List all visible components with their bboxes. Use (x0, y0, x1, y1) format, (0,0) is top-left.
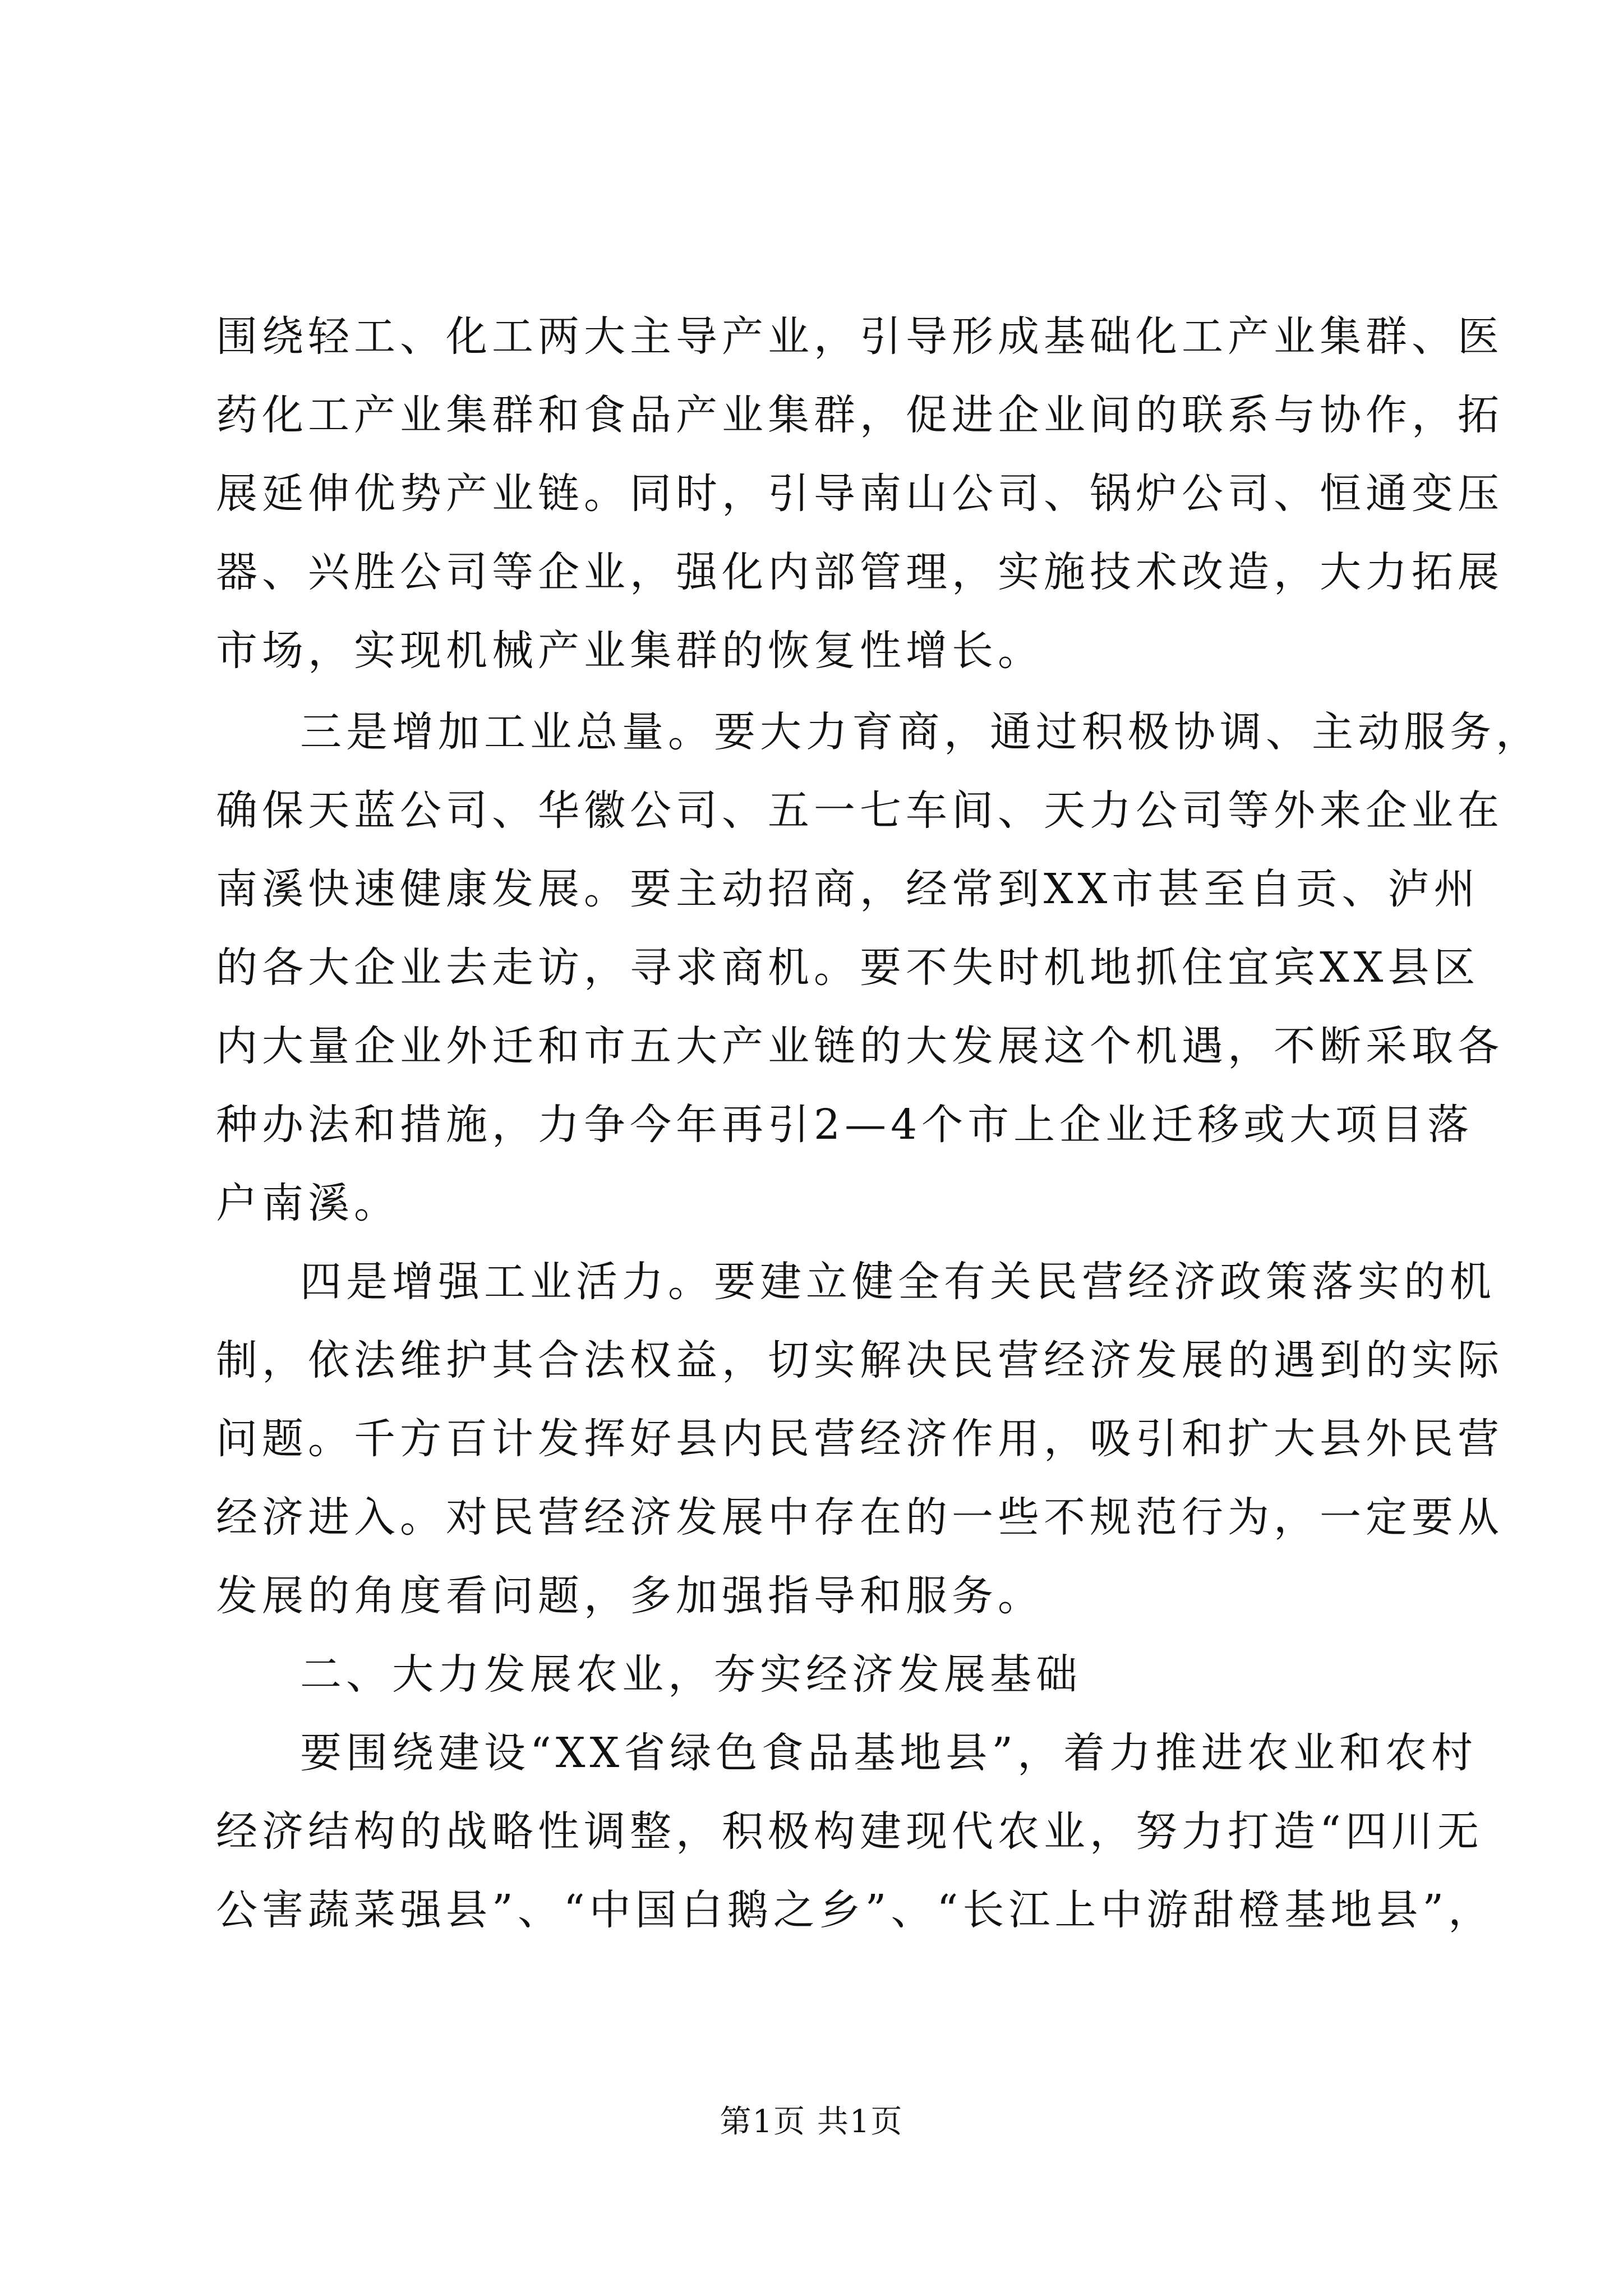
text-line: 四是增强工业活力。要建立健全有关民营经济政策落实的机 (300, 1258, 1496, 1306)
page-number-footer: 第1页 共1页 (720, 2104, 903, 2140)
text-line: 制，依法维护其合法权益，切实解决民营经济发展的遇到的实际 (216, 1336, 1504, 1384)
text-line: 的各大企业去走访，寻求商机。要不失时机地抓住宜宾XX县区 (216, 944, 1480, 992)
text-line: 确保天蓝公司、华徽公司、五一七车间、天力公司等外来企业在 (216, 786, 1504, 835)
text-line: 经济结构的战略性调整，积极构建现代农业，努力打造“四川无 (216, 1807, 1483, 1856)
section-heading: 二、大力发展农业，夯实经济发展基础 (300, 1650, 1082, 1699)
text-line: 药化工产业集群和食品产业集群，促进企业间的联系与协作，拓 (216, 391, 1504, 439)
text-line: 三是增加工业总量。要大力育商，通过积极协调、主动服务， (300, 708, 1542, 756)
text-line: 围绕轻工、化工两大主导产业，引导形成基础化工产业集群、医 (216, 312, 1504, 361)
text-line: 经济进入。对民营经济发展中存在的一些不规范行为，一定要从 (216, 1493, 1504, 1542)
text-line: 内大量企业外迁和市五大产业链的大发展这个机遇，不断采取各 (216, 1022, 1504, 1070)
text-line: 种办法和措施，力争今年再引2—4个市上企业迁移或大项目落 (216, 1101, 1474, 1149)
text-line: 南溪快速健康发展。要主动招商，经常到XX市甚至自贡、泸州 (216, 865, 1480, 913)
text-line: 问题。千方百计发挥好县内民营经济作用，吸引和扩大县外民营 (216, 1415, 1504, 1463)
text-line: 器、兴胜公司等企业，强化内部管理，实施技术改造，大力拓展 (216, 548, 1504, 596)
text-line: 户南溪。 (216, 1179, 400, 1227)
text-line: 展延伸优势产业链。同时，引导南山公司、锅炉公司、恒通变压 (216, 470, 1504, 518)
text-line: 公害蔬菜强县”、“中国白鹅之乡”、“长江上中游甜橙基地县”， (216, 1886, 1495, 1934)
text-line: 要围绕建设“XX省绿色食品基地县”，着力推进农业和农村 (300, 1729, 1478, 1777)
text-line: 发展的角度看问题，多加强指导和服务。 (216, 1572, 1044, 1620)
text-line: 市场，实现机械产业集群的恢复性增长。 (216, 627, 1044, 675)
